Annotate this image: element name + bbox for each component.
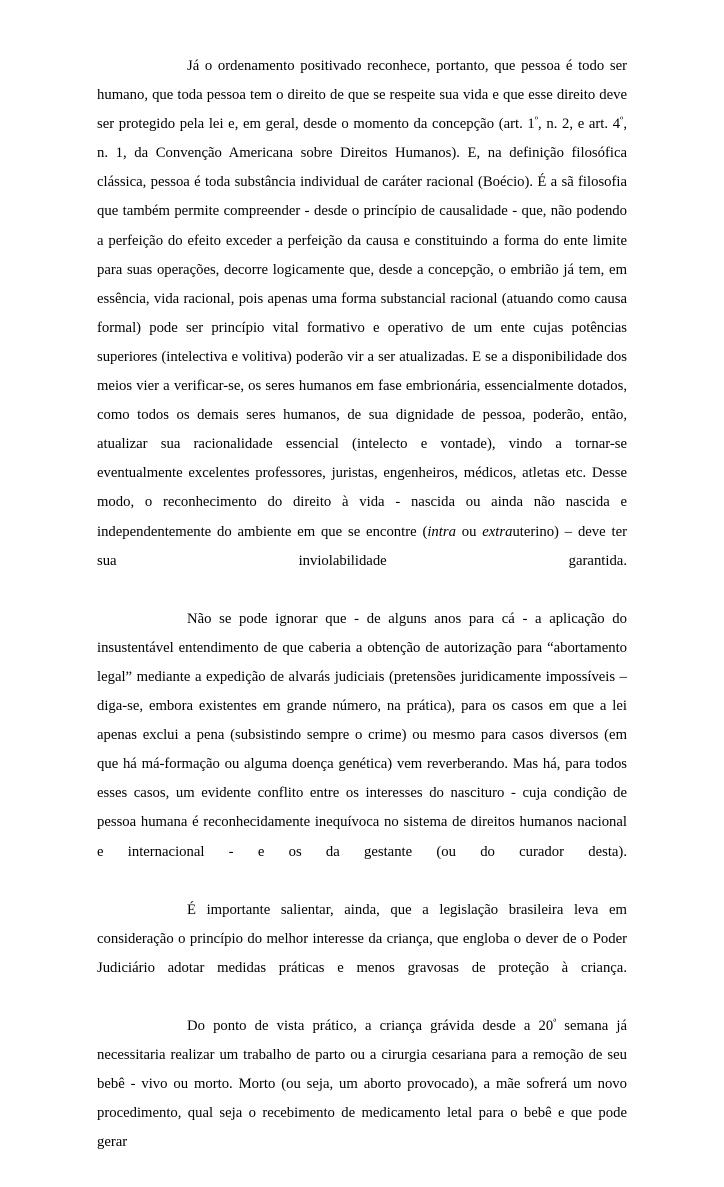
paragraph-3: É importante salientar, ainda, que a legislação brasileira leva em consideração o princípio do melhor interesse da criança, que engloba o dever de o Poder Judiciário adotar medidas práticas e menos gravosas de proteção à criança.: [97, 901, 627, 976]
paragraph-1: Já o ordenamento positivado reconhece, portanto, que pessoa é todo ser humano, que toda pessoa tem o direito de que se respeite sua vida e que esse direito deve ser protegido pela lei e, em geral, desde o momento da concepção (art. $1^º$, n. 2, e art. $4^º$, n. 1, da Convenção Americana sobre Direitos Humanos). E, na definição filosófica clássica, pessoa é toda substância individual de caráter racional (Boécio). É a sã filosofia que também permite compreender - desde o princípio de causalidade - que, não podendo a perfeição do efeito exceder a perfeição da causa e constituindo a forma do ente limite para suas operações, decorre logicamente que, desde a concepção, o embrião já tem, em essência, vida racional, pois apenas uma forma substancial racional (atuando como causa formal) pode ser princípio vital formativo e operativo de um ente cujas potências superiores (intelectiva e volitiva) poderão vir a ser atualizadas. E se a disponibilidade dos meios vier a verificar-se, os seres humanos em fase embrionária, essencialmente dotados, como todos os demais seres humanos, de sua dignidade de pessoa, poderão, então, atualizar sua racionalidade essencial (intelecto e vontade), vindo a tornar-se eventualmente excelentes professores, juristas, engenheiros, médicos, atletas etc. Desse modo, o reconhecimento do direito à vida - nascida ou ainda não nascida e independentemente do ambiente em que se encontre (intra ou extrauterino) – deve ter sua inviolabilidade garantida.: [97, 58, 627, 569]
italic-term: extra: [482, 523, 513, 540]
document-text-column: [97, 52, 627, 1187]
paragraph-2: Não se pode ignorar que - de alguns anos para cá - a aplicação do insustentável entendimento de que caberia a obtenção de autorização para “abortamento legal” mediante a expedição de alvarás judiciais (pretensões juridicamente impossíveis – diga-se, embora existentes em grande número, na prática), para os casos em que a lei apenas exclui a pena (subsistindo sempre o crime) ou mesmo para casos diversos (em que há má-formação ou alguma doença genética) vem reverberando. Mas há, para todos esses casos, um evidente conflito entre os interesses do nascituro - cuja condição de pessoa humana é reconhecidamente inequívoca no sistema de direitos humanos nacional e internacional - e os da gestante (ou do curador desta).: [97, 610, 627, 860]
ordinal-indicator: º: [620, 115, 624, 127]
paragraph-4: Do ponto de vista prático, a criança grávida desde a $20^ª$ semana já necessitaria realizar um trabalho de parto ou a cirurgia cesariana para a remoção de seu bebê - vivo ou morto. Morto (ou seja, um aborto provocado), a mãe sofrerá um novo procedimento, qual seja o recebimento de medicamento letal para o bebê e que pode gerar: [97, 1017, 627, 1151]
italic-term: intra: [427, 523, 456, 540]
ordinal-indicator: ª: [553, 1017, 557, 1029]
ordinal-indicator: º: [534, 115, 539, 127]
